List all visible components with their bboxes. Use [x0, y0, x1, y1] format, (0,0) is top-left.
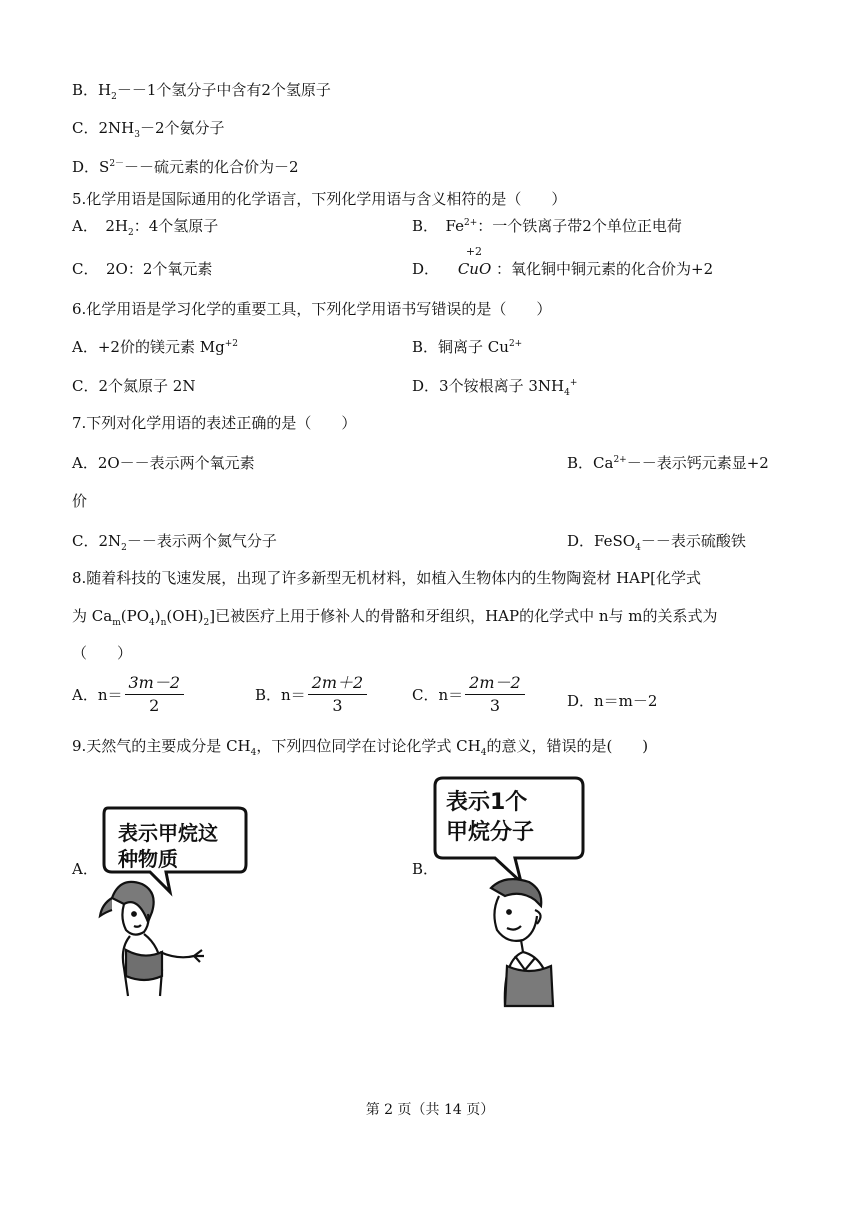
q4-option-d: D．$S^{2-}--$硫元素的化合价为－2	[72, 158, 299, 176]
q5-formula: CuO	[457, 260, 492, 278]
q5-option-a: A． $2H_2$：4个氢原子	[72, 217, 219, 238]
q9-stem: 9.天然气的主要成分是 $CH_4$，下列四位同学在讨论化学式 $CH_4$的意义，错误的是( )	[72, 737, 649, 758]
q4-option-b: B．$H_2--1$个氢分子中含有2个氢原子	[72, 81, 331, 102]
q9-option-a-label: A．	[72, 860, 98, 878]
q6-option-c: C．2个氮原子 2N	[72, 377, 196, 395]
q8-option-b: B．n＝ $\frac{2m+2}{3}$	[255, 672, 367, 717]
q7-stem: 7.下列对化学用语的表述正确的是（ ）	[72, 414, 357, 432]
q8-b-numerator: 2m＋2	[308, 672, 368, 695]
q5-option-d: D． +2 CuO ：氧化铜中铜元素的化合价为+2	[412, 245, 714, 278]
q6-stem: 6.化学用语是学习化学的重要工具，下列化学用语书写错误的是（ ）	[72, 300, 552, 318]
q7-option-a: A．2O－－表示两个氧元素	[72, 454, 255, 472]
q8-a-denominator: 2	[149, 696, 160, 715]
q8-c-denominator: 3	[489, 696, 500, 715]
q5-stem: 5.化学用语是国际通用的化学语言，下列化学用语与含义相符的是（ ）	[72, 190, 567, 208]
q7-option-d: D．FeSO$_4$－－表示硫酸铁	[567, 532, 746, 553]
q8-option-d: D．n＝m－2	[567, 692, 658, 710]
q7-option-b-wrap: 价	[72, 492, 88, 510]
q5-option-b: B． $Fe^{2+}$：一个铁离子带2个单位正电荷	[412, 217, 682, 235]
q9-a-speech-bubble-text: 表示甲烷这 种物质	[118, 821, 218, 871]
q8-b-denominator: 3	[332, 696, 343, 715]
q9-b-speech-bubble-text: 表示1个 甲烷分子	[446, 790, 535, 845]
q6-option-b: B．铜离子 $Cu^{2+}$	[412, 338, 523, 356]
q6-option-d: D．3个铵根离子 $3NH_4^+$	[412, 377, 578, 398]
q8-c-numerator: 2m－2	[465, 672, 525, 695]
q4-option-c: C．$2NH_3-2$个氨分子	[72, 119, 225, 140]
q8-a-numerator: 3m－2	[125, 672, 185, 695]
q5-valence-mark: +2	[465, 245, 483, 258]
q7-option-b: B．$Ca^{2+}--$表示钙元素显+2	[567, 454, 769, 472]
q8-option-c: C．n＝ $\frac{2m-2}{3}$	[412, 672, 525, 717]
q6-option-a: A．+2价的镁元素 $Mg^{+2}$	[72, 338, 238, 356]
q8-option-a: A．n＝ $\frac{3m-2}{2}$	[72, 672, 184, 717]
q8-stem-line1: 8.随着科技的飞速发展，出现了许多新型无机材料，如植入生物体内的生物陶瓷材 HAP[化学式	[72, 569, 701, 587]
q5-option-c: C． 2O：2个氧元素	[72, 260, 213, 278]
q9-option-b-label: B．	[412, 860, 439, 878]
q7-option-c: C．$2N_2--$表示两个氮气分子	[72, 532, 277, 553]
page-footer: 第 2 页（共 14 页）	[365, 1102, 495, 1118]
q8-stem-line2: 为 $Ca_m(PO_4)_n(OH)_2$]已被医疗上用于修补人的骨骼和牙组织，HAP的化学式中 n与 m的关系式为	[72, 607, 718, 628]
q8-stem-line3: （ ）	[72, 644, 133, 662]
